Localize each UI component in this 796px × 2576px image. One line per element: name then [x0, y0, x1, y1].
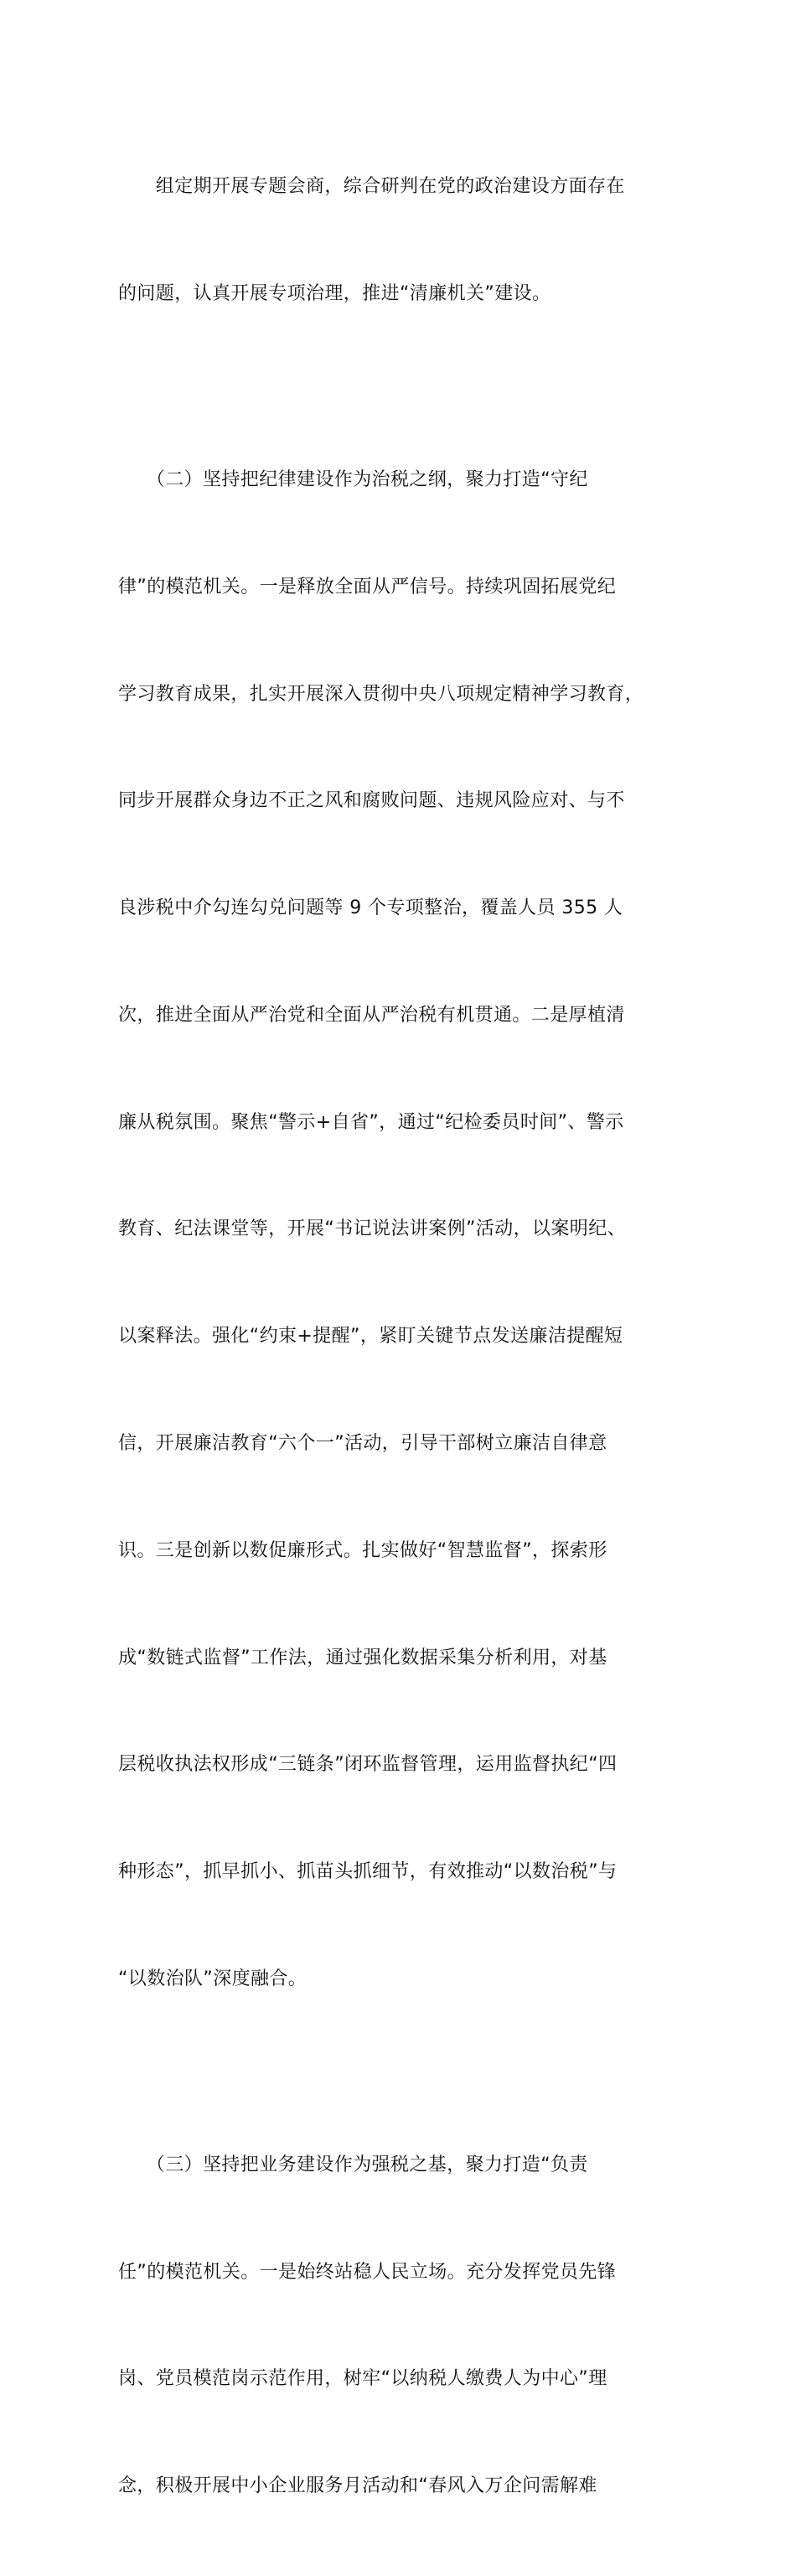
- paragraph-1: [118, 98, 681, 384]
- text-line: “以数治队”深度融合。: [118, 1968, 308, 1989]
- text-line: 组定期开展专题会商，综合研判在党的政治建设方面存在: [118, 176, 625, 198]
- text-line: 次，推进全面从严治党和全面从严治税有机贯通。二是厚植清: [118, 1004, 625, 1026]
- text-line: 学习教育成果，扎实开展深入贯彻中央八项规定精神学习教育，: [118, 683, 644, 705]
- text-line: 识。三是创新以数促廉形式。扎实做好“智慧监督”，探索形: [118, 1539, 607, 1561]
- text-line: 的问题，认真开展专项治理，推进“清廉机关”建设。: [118, 282, 551, 304]
- text-line: （二）坚持把纪律建设作为治税之纲，聚力打造“守纪: [118, 468, 588, 490]
- body-text: [118, 98, 681, 2576]
- text-line: 教育、纪法课堂等，开展“书记说法讲案例”活动，以案明纪、: [118, 1218, 626, 1240]
- text-line: 种形态”，抓早抓小、抓苗头抓细节，有效推动“以数治税”与: [118, 1861, 618, 1883]
- text-line: 以案释法。强化“约束+提醒”，紧盯关键节点发送廉洁提醒短: [118, 1326, 623, 1347]
- text-line: 层税收执法权形成“三链条”闭环监督管理，运用监督执纪“四: [118, 1754, 618, 1776]
- text-line: 廉从税氛围。聚焦“警示+自省”，通过“纪检委员时间”、警示: [118, 1111, 624, 1133]
- paragraph-3: [118, 2077, 681, 2576]
- text-line: 念，积极开展中小企业服务月活动和“春风入万企问需解难: [118, 2475, 597, 2497]
- text-line: 同步开展群众身边不正之风和腐败问题、违规风险应对、与不: [118, 790, 625, 812]
- text-line: 良涉税中介勾连勾兑问题等 9 个专项整治，覆盖人员 355 人: [118, 897, 623, 919]
- text-line: 岗、党员模范岗示范作用，树牢“以纳税人缴费人为中心”理: [118, 2368, 607, 2390]
- text-line: 信，开展廉洁教育“六个一”活动，引导干部树立廉洁自律意: [118, 1432, 607, 1454]
- text-line: 任”的模范机关。一是始终站稳人民立场。充分发挥党员先锋: [118, 2261, 617, 2283]
- text-line: （三）坚持把业务建设作为强税之基，聚力打造“负责: [118, 2154, 588, 2175]
- paragraph-2: [118, 391, 681, 2069]
- text-line: 律”的模范机关。一是释放全面从严信号。持续巩固拓展党纪: [118, 576, 617, 597]
- text-line: 成“数链式监督”工作法，通过强化数据采集分析利用，对基: [118, 1647, 607, 1668]
